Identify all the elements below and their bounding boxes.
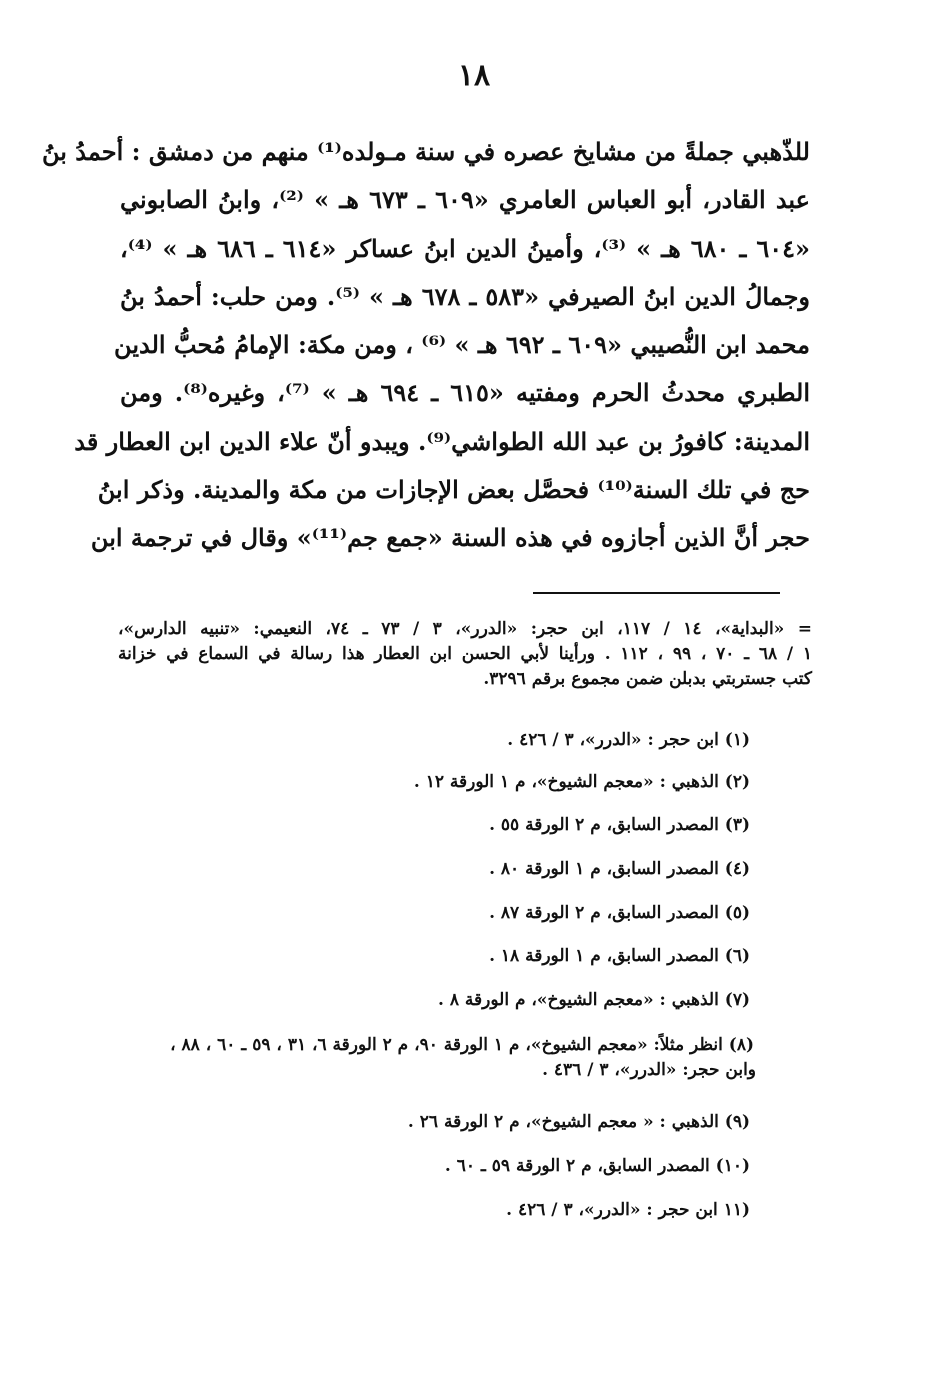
main-text: [41, 128, 811, 563]
footnote-1: (١) ابن حجر : «الدرر»، ٣ / ٤٢٦ .: [507, 730, 750, 750]
footnote-2: (٢) الذهبي : «معجم الشيوخ»، م ١ الورقة ١٢ .: [413, 772, 750, 792]
body-line: الطبري محدثُ الحرم ومفتيه «٦١٥ ـ ٦٩٤ هـ » ⁽⁷⁾، وغيره⁽⁸⁾. ومن: [120, 378, 811, 408]
footnote-continuation-line: = «البداية»، ١٤ / ١١٧، ابن حجر: «الدرر»، ٣ / ٧٣ ـ ٧٤، النعيمي: «تنبيه الدارس»،: [118, 619, 813, 639]
body-line: حج في تلك السنة⁽¹⁰⁾ فحصَّل بعض الإجازات من مكة والمدينة. وذكر ابنُ: [97, 475, 810, 505]
footnote-9: (٩) الذهبي : « معجم الشيوخ»، م ٢ الورقة ٢٦ .: [407, 1112, 750, 1132]
body-line: المدينة: كافورُ بن عبد الله الطواشي⁽⁹⁾. ويبدو أنّ علاء الدين ابن العطار قد: [74, 426, 810, 456]
footnote-5: (٥) المصدر السابق، م ٢ الورقة ٨٧ .: [489, 903, 750, 923]
body-line: حجر أنَّ الذين أجازوه في هذه السنة «جمع جم⁽¹¹⁾» وقال في ترجمة ابن: [90, 523, 810, 553]
body-line: للذّهبي جملةً من مشايخ عصره في سنة مـولده⁽¹⁾ منهم من دمشق : أحمدُ بنُ: [41, 137, 810, 166]
body-line: «٦٠٤ ـ ٦٨٠ هـ » ⁽³⁾، وأمينُ الدين ابنُ عساكر «٦١٤ ـ ٦٨٦ هـ » ⁽⁴⁾،: [120, 233, 810, 263]
page-number: ١٨: [457, 58, 491, 93]
footnote-4: (٤) المصدر السابق، م ١ الورقة ٨٠ .: [489, 859, 750, 879]
body-line: محمد ابن النُّصيبي «٦٠٩ ـ ٦٩٢ هـ » ⁽⁶⁾ ، ومن مكة: الإمامُ مُحبُّ الدين: [114, 330, 810, 360]
footnote-3: (٣) المصدر السابق، م ٢ الورقة ٥٥ .: [489, 815, 750, 835]
body-line: عبد القادر، أبو العباس العامري «٦٠٩ ـ ٦٧٣ هـ » ⁽²⁾، وابنُ الصابوني: [120, 185, 810, 215]
footnote-6: (٦) المصدر السابق، م ١ الورقة ١٨ .: [489, 946, 750, 966]
footnote-8-continuation: وابن حجر: «الدرر»، ٣ / ٤٣٦ .: [542, 1060, 756, 1080]
footnote-11: (١١ ابن حجر : «الدرر»، ٣ / ٤٢٦ .: [506, 1200, 750, 1220]
footnote-continuation-line: كتب جستربتي بدبلن ضمن مجموع برقم ٣٢٩٦.: [483, 669, 812, 689]
footnote-continuation-line: ١ / ٦٨ ـ ٧٠ ، ٩٩ ، ١١٢ . ورأينا لأبي الحسن ابن العطار هذا رسالة في السماع في خزانة: [118, 644, 813, 664]
footnote-continuation: [118, 617, 812, 692]
body-line: وجمالُ الدين ابنُ الصيرفي «٥٨٣ ـ ٦٧٨ هـ » ⁽⁵⁾. ومن حلب: أحمدُ بنُ: [120, 281, 810, 311]
footnote-10: (١٠) المصدر السابق، م ٢ الورقة ٥٩ ـ ٦٠ .: [444, 1156, 750, 1176]
footnote-7: (٧) الذهبي : «معجم الشيوخ»، م الورقة ٨ .: [438, 990, 750, 1010]
footnote-8-line: (٨) انظر مثلاً: «معجم الشيوخ»، م ١ الورقة ٩٠، م ٢ الورقة ٦، ٣١ ، ٥٩ ـ ٦٠ ، ٨٨ ،: [170, 1035, 754, 1055]
footnote-8: [118, 1033, 756, 1083]
footnote-separator: [533, 592, 780, 594]
